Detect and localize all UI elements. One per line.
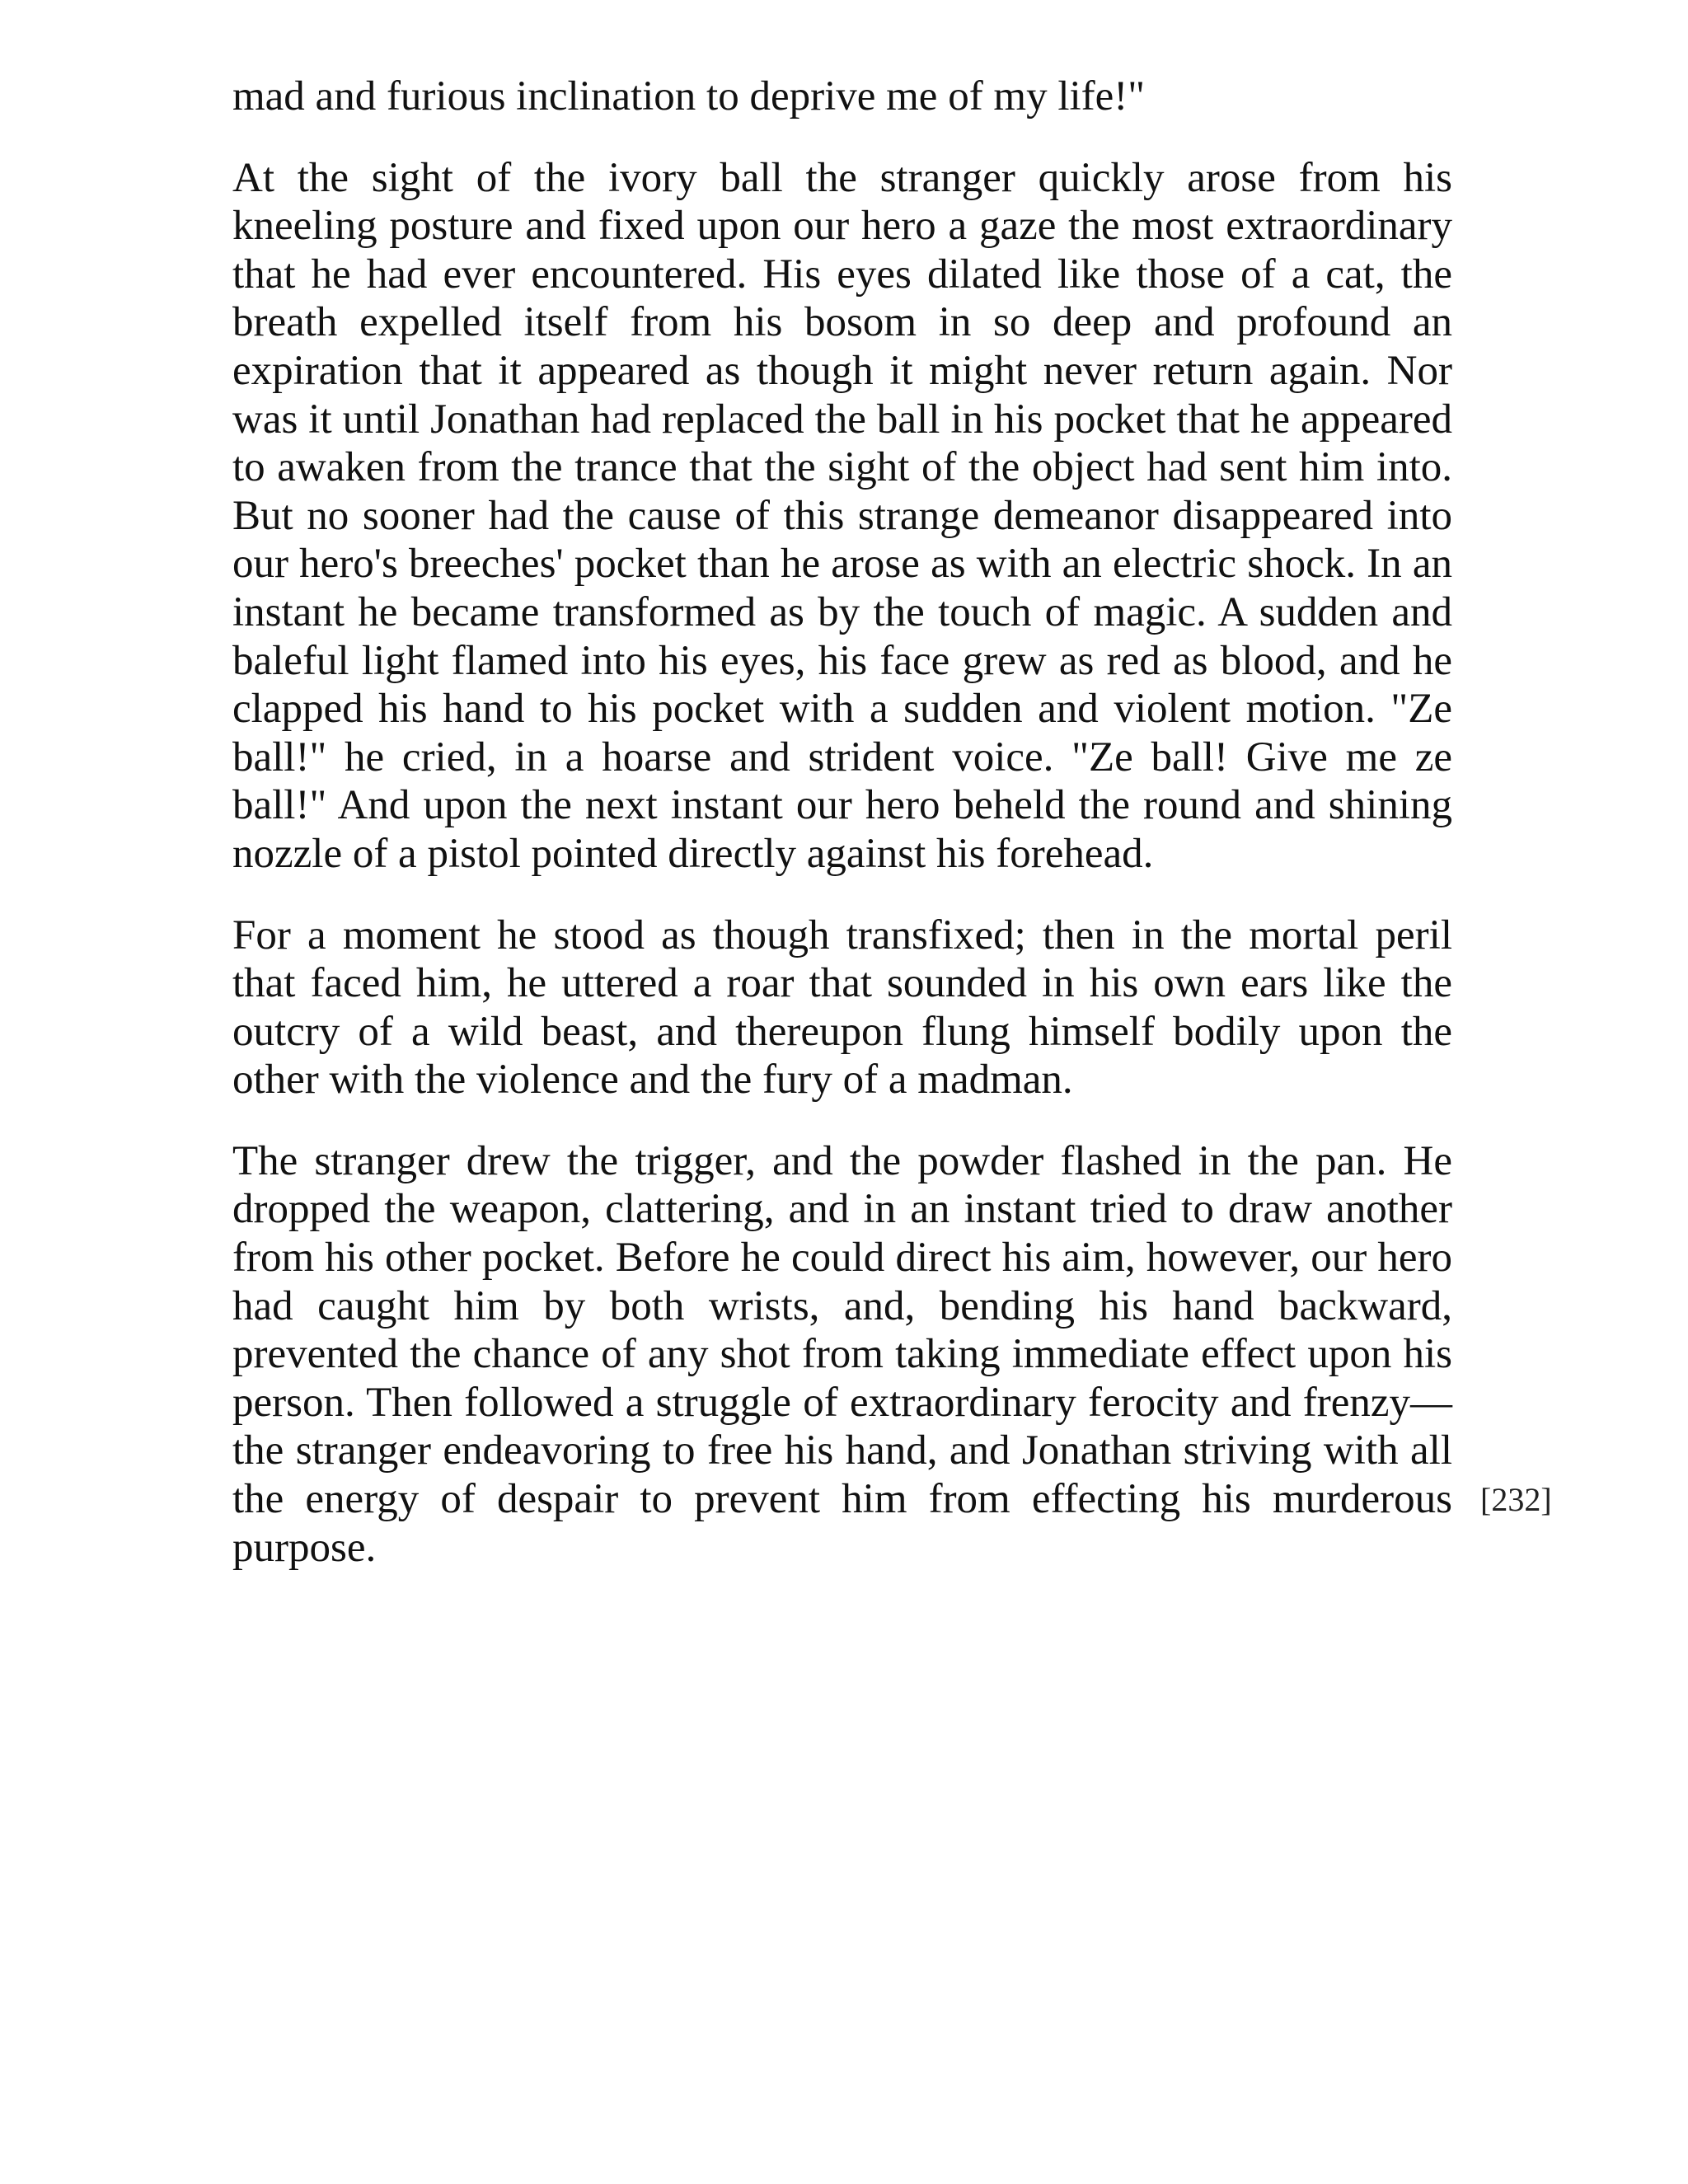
paragraph-continuation: mad and furious inclination to deprive me of my life!" — [232, 73, 1146, 120]
paragraph-ivory-ball: At the sight of the ivory ball the stranger quickly arose from his kneeling posture and fixed upon our hero a gaze the most extraordinary that he had ever encountered. His eyes dilated like those of a cat, the breath expelled itself from his bosom in so deep and profound an expiration that it appeared as though it might never return again. Nor was it until Jonathan had replaced the ball in his pocket that he appeared to awaken from the trance that the sight of the object had sent him into. But no sooner had the cause of this strange demeanor disappeared into our hero's breeches' pocket than he arose as with an electric shock. In an instant he became transformed as by the touch of magic. A sudden and baleful light flamed into his eyes, his face grew as red as blood, and he clapped his hand to his pocket with a sudden and violent motion. "Ze ball!" he cried, in a hoarse and strident voice. "Ze ball! Give me ze ball!" And upon the next instant our hero beheld the round and shining nozzle of a pistol pointed directly against his forehead. — [232, 154, 1452, 877]
body-text — [232, 73, 1452, 1605]
page-number: [232] — [1480, 1481, 1552, 1518]
paragraph-struggle: The stranger drew the trigger, and the powder flashed in the pan. He dropped the weapon, clattering, and in an instant tried to draw another from his other pocket. Before he could direct his aim, however, our hero had caught him by both wrists, and, bending his hand backward, prevented the chance of any shot from taking immediate effect upon his person. Then followed a struggle of extraordinary ferocity and frenzy—the stranger endeavoring to free his hand, and Jonathan striving with all the energy of despair to prevent him from effecting his murderous purpose. — [232, 1137, 1452, 1571]
paragraph-transfixed: For a moment he stood as though transfixed; then in the mortal peril that faced him, he uttered a roar that sounded in his own ears like the outcry of a wild beast, and thereupon flung himself bodily upon the other with the violence and the fury of a madman. — [232, 912, 1452, 1104]
